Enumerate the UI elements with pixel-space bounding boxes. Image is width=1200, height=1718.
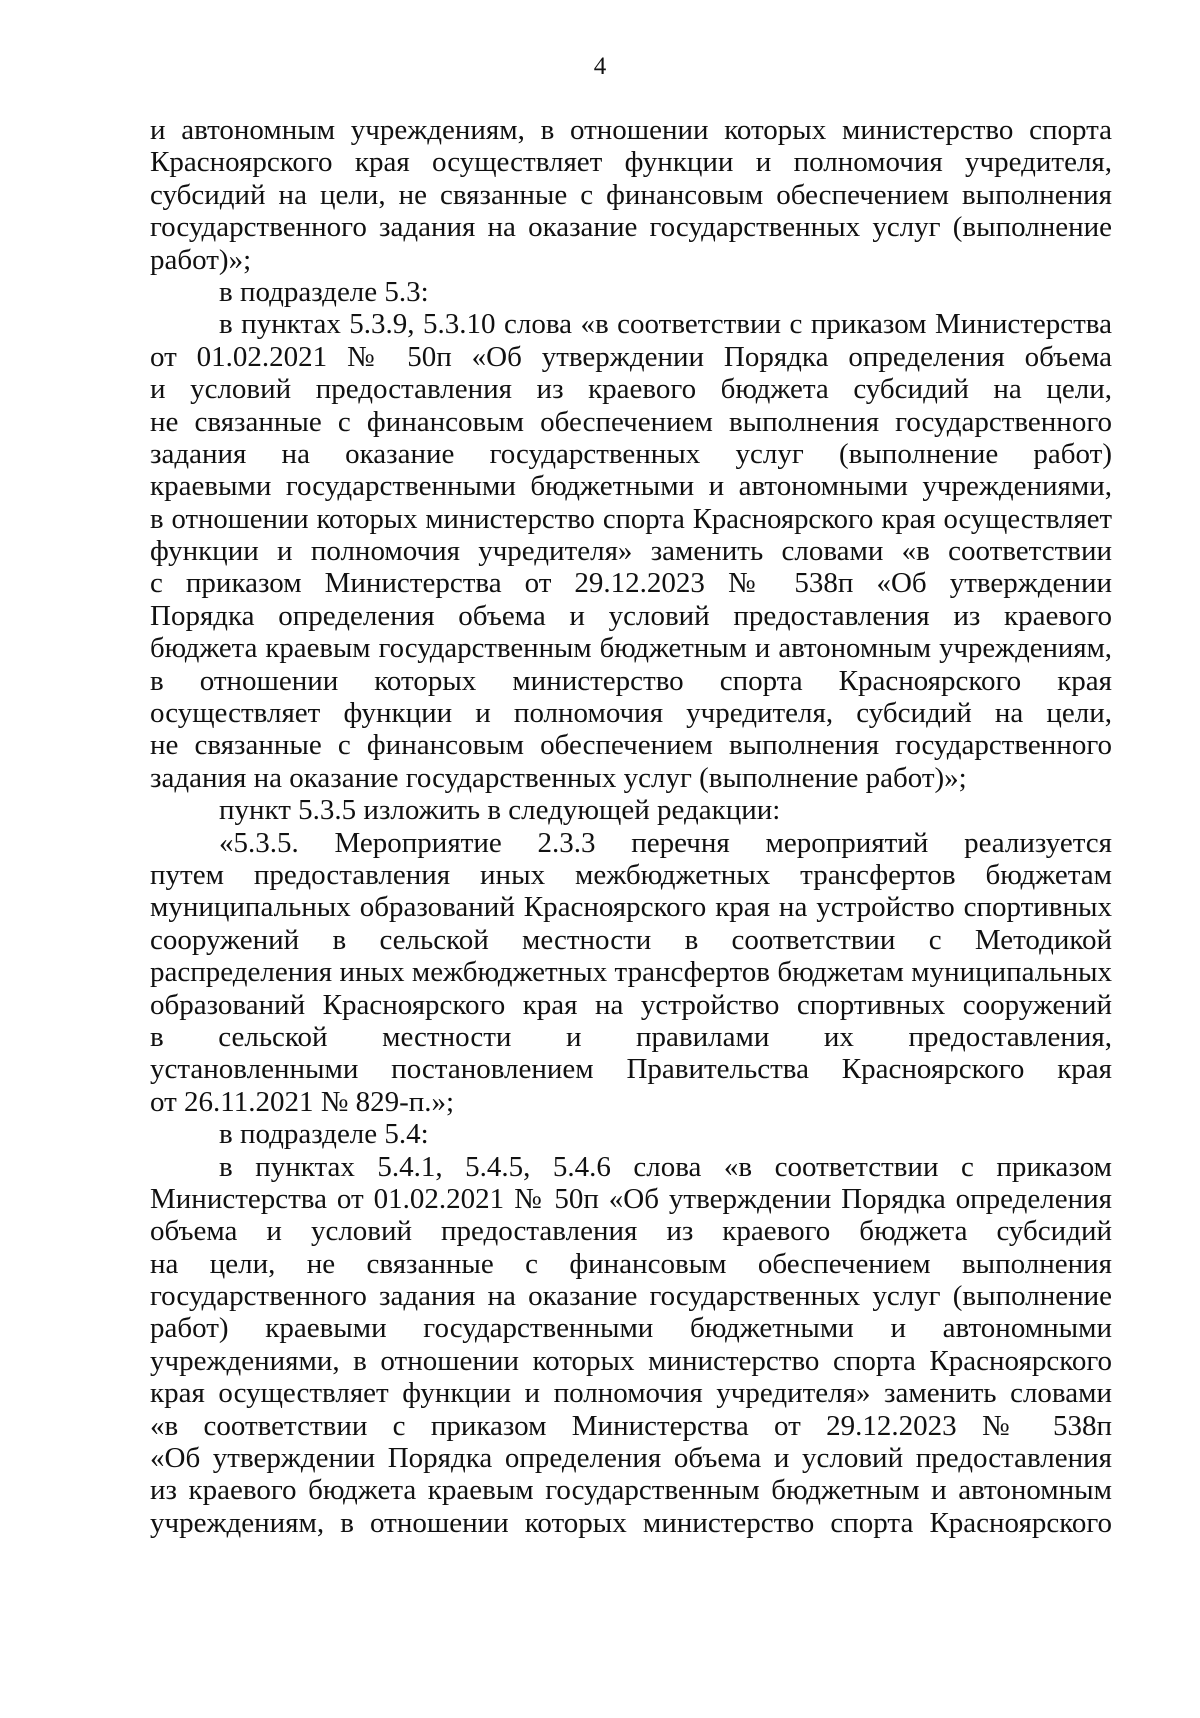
- text-line: в пунктах 5.3.9, 5.3.10 слова «в соответствии с приказом Министерства: [219, 308, 1112, 341]
- text-line: установленными постановлением Правительства Красноярского края: [150, 1053, 1112, 1086]
- text-line: в отношении которых министерство спорта Красноярского края: [150, 664, 1112, 697]
- text-line: в сельской местности и правилами их предоставления,: [150, 1020, 1112, 1053]
- text-line: от 01.02.2021 № 50п «Об утверждении Порядка определения объема: [150, 340, 1112, 373]
- text-line: осуществляет функции и полномочия учредителя, субсидий на цели,: [150, 697, 1112, 730]
- text-line: работ)»;: [150, 243, 252, 276]
- text-line: муниципальных образований Красноярского края на устройство спортивных: [150, 891, 1112, 924]
- text-line: с приказом Министерства от 29.12.2023 № 538п «Об утверждении: [150, 567, 1112, 600]
- text-line: в отношении которых министерство спорта Красноярского края осуществляет: [150, 502, 1112, 535]
- text-line: на цели, не связанные с финансовым обеспечением выполнения: [150, 1247, 1112, 1280]
- text-line: в подразделе 5.4:: [219, 1118, 429, 1151]
- text-line: субсидий на цели, не связанные с финансовым обеспечением выполнения: [150, 178, 1112, 211]
- text-line: «в соответствии с приказом Министерства от 29.12.2023 № 538п: [150, 1409, 1112, 1442]
- text-line: от 26.11.2021 № 829-п.»;: [150, 1085, 455, 1118]
- text-line: «5.3.5. Мероприятие 2.3.3 перечня мероприятий реализуется: [219, 826, 1112, 859]
- text-line: путем предоставления иных межбюджетных трансфертов бюджетам: [150, 858, 1112, 891]
- text-line: «Об утверждении Порядка определения объема и условий предоставления: [150, 1442, 1112, 1475]
- text-line: распределения иных межбюджетных трансфертов бюджетам муниципальных: [150, 956, 1112, 989]
- text-line: в подразделе 5.3:: [219, 275, 429, 308]
- text-line: Порядка определения объема и условий предоставления из краевого: [150, 599, 1112, 632]
- text-line: работ) краевыми государственными бюджетными и автономными: [150, 1312, 1112, 1345]
- text-line: учреждениям, в отношении которых министерство спорта Красноярского: [150, 1506, 1112, 1539]
- text-line: и автономным учреждениям, в отношении которых министерство спорта: [150, 114, 1112, 146]
- text-line: государственного задания на оказание государственных услуг (выполнение: [150, 1280, 1112, 1313]
- text-line: функции и полномочия учредителя» заменить словами «в соответствии: [150, 535, 1112, 568]
- text-line: сооружений в сельской местности в соответствии с Методикой: [150, 923, 1112, 956]
- text-line: Красноярского края осуществляет функции и полномочия учредителя,: [150, 146, 1112, 179]
- text-line: образований Красноярского края на устройство спортивных сооружений: [150, 988, 1112, 1021]
- text-line: бюджета краевым государственным бюджетным и автономным учреждениям,: [150, 632, 1112, 665]
- text-line: краевыми государственными бюджетными и автономными учреждениями,: [150, 470, 1112, 503]
- page-number: 4: [593, 53, 607, 80]
- text-line: не связанные с финансовым обеспечением выполнения государственного: [150, 405, 1112, 438]
- text-line: задания на оказание государственных услуг (выполнение работ): [150, 437, 1112, 470]
- text-line: Министерства от 01.02.2021 № 50п «Об утверждении Порядка определения: [150, 1182, 1112, 1215]
- text-line: задания на оказание государственных услуг (выполнение работ)»;: [150, 761, 967, 794]
- document-body: [150, 114, 1112, 1539]
- text-line: и условий предоставления из краевого бюджета субсидий на цели,: [150, 373, 1112, 406]
- text-line: в пунктах 5.4.1, 5.4.5, 5.4.6 слова «в соответствии с приказом: [219, 1150, 1112, 1183]
- text-line: не связанные с финансовым обеспечением выполнения государственного: [150, 729, 1112, 762]
- text-line: края осуществляет функции и полномочия учредителя» заменить словами: [150, 1377, 1112, 1410]
- text-line: из краевого бюджета краевым государственным бюджетным и автономным: [150, 1474, 1112, 1507]
- text-line: государственного задания на оказание государственных услуг (выполнение: [150, 211, 1112, 244]
- text-line: пункт 5.3.5 изложить в следующей редакции:: [219, 794, 781, 827]
- text-line: учреждениями, в отношении которых министерство спорта Красноярского: [150, 1344, 1112, 1377]
- text-line: объема и условий предоставления из краевого бюджета субсидий: [150, 1215, 1112, 1248]
